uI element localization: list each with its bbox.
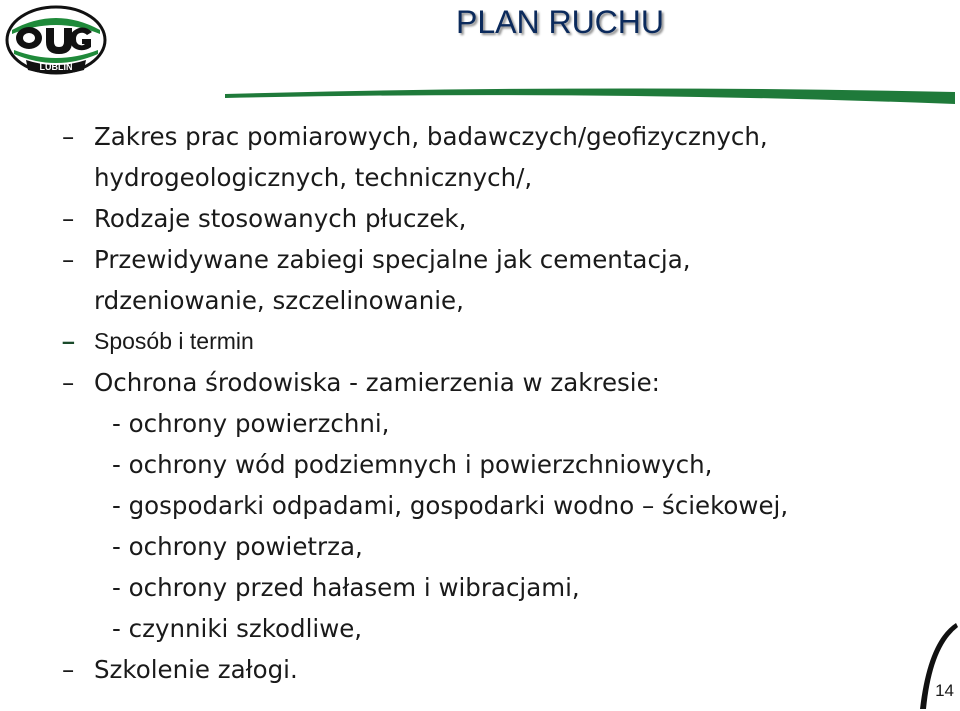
bullet-list [62,116,942,690]
sub-list-item: - gospodarki odpadami, gospodarki wodno – ściekowej, [112,491,789,520]
list-item-text-continued: hydrogeologicznych, technicznych/, [94,163,533,192]
ogg-lublin-logo-icon [4,4,108,78]
list-item [62,198,942,239]
sub-list-item: - ochrony wód podziemnych i powierzchniowych, [112,450,713,479]
list-item-text: Zakres prac pomiarowych, badawczych/geofizycznych, [94,122,768,151]
list-item [62,649,942,690]
list-item [62,116,942,198]
bullet-dash: – [62,368,75,397]
sub-list-item: - ochrony powierzchni, [112,409,390,438]
bullet-dash: – [62,328,75,354]
list-item-text: Ochrona środowiska - zamierzenia w zakresie: [94,368,660,397]
list-item-text: Sposób i termin [94,328,254,354]
title-underline-icon [225,82,955,106]
bullet-dash: – [62,655,75,684]
list-item-text: Przewidywane zabiegi specjalne jak cementacja, [94,245,691,274]
list-item [62,362,942,403]
list-item-text-continued: rdzeniowanie, szczelinowanie, [94,286,464,315]
company-logo [4,4,108,78]
sub-list-item: - ochrony powietrza, [112,532,363,561]
bullet-dash: – [62,122,75,151]
sub-list-item: - ochrony przed hałasem i wibracjami, [112,573,580,602]
list-item [62,239,942,321]
sub-list-item: - czynniki szkodliwe, [112,614,363,643]
bullet-dash: – [62,245,75,274]
list-item-text: Szkolenie załogi. [94,655,298,684]
list-item [62,321,942,362]
logo-city-text: LUBLIN [39,62,73,72]
page-title: PLAN RUCHU [455,4,664,40]
bullet-dash: – [62,204,75,233]
list-item-text: Rodzaje stosowanych płuczek, [94,204,467,233]
page-number: 14 [935,681,954,700]
